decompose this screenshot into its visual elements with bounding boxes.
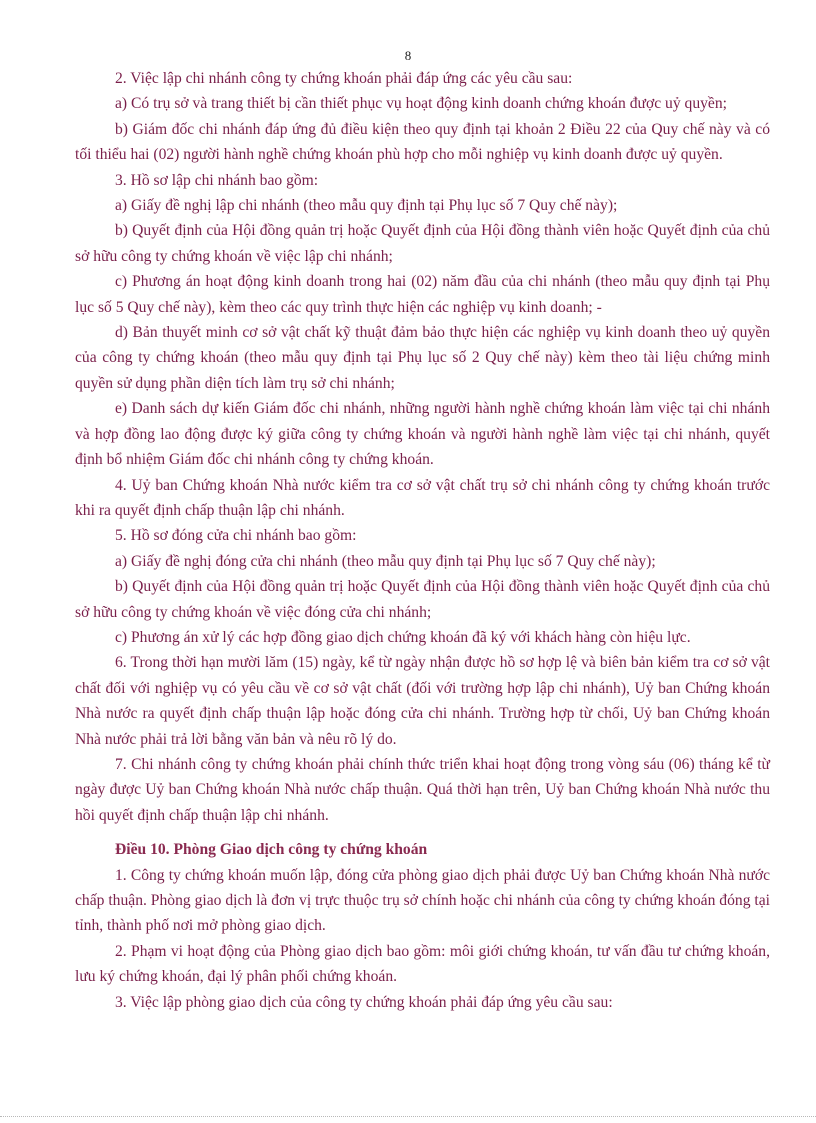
clause-3: 3. Hồ sơ lập chi nhánh bao gồm: xyxy=(115,171,319,189)
clause-6: 6. Trong thời hạn mười lăm (15) ngày, kể từ ngày nhận được hồ sơ hợp lệ và biên bản kiểm tra cơ sở vật chất đối với nghiệp vụ có yêu cầu về cơ sở vật chất (đối với trường hợp lập chi nhánh), Uỷ ban Chứng khoán Nhà nước ra quyết định chấp thuận lập hoặc đóng cửa chi nhánh. Trường hợp từ chối, Uỷ ban Chứng khoán Nhà nước phải trả lời bằng văn bản và nêu rõ lý do. xyxy=(75,654,770,748)
clause-3e: e) Danh sách dự kiến Giám đốc chi nhánh, những người hành nghề chứng khoán làm việc tại chi nhánh và hợp đồng lao động được ký giữa công ty chứng khoán và người hành nghề làm việc tại chi nhánh, quyết định bổ nhiệm Giám đốc chi nhánh công ty chứng khoán. xyxy=(75,400,770,469)
clause-7: 7. Chi nhánh công ty chứng khoán phải chính thức triển khai hoạt động trong vòng sáu (06) tháng kể từ ngày được Uỷ ban Chứng khoán Nhà nước chấp thuận. Quá thời hạn trên, Uỷ ban Chứng khoán Nhà nước thu hồi quyết định chấp thuận lập chi nhánh. xyxy=(75,755,770,824)
article-clause-2: 2. Phạm vi hoạt động của Phòng giao dịch bao gồm: môi giới chứng khoán, tư vấn đầu tư chứng khoán, lưu ký chứng khoán, đại lý phân phối chứng khoán. xyxy=(75,942,770,986)
article-heading: Điều 10. Phòng Giao dịch công ty chứng khoán xyxy=(115,841,428,859)
clause-5c: c) Phương án xử lý các hợp đồng giao dịch chứng khoán đã ký với khách hàng còn hiệu lực. xyxy=(115,628,691,646)
clause-3b: b) Quyết định của Hội đồng quản trị hoặc Quyết định của Hội đồng thành viên hoặc Quyết định của chủ sở hữu công ty chứng khoán về việc lập chi nhánh; xyxy=(75,222,770,265)
page-bottom-divider xyxy=(0,1116,816,1117)
document-body xyxy=(75,66,770,1015)
clause-5: 5. Hồ sơ đóng cửa chi nhánh bao gồm: xyxy=(115,527,357,545)
article-clause-3: 3. Việc lập phòng giao dịch của công ty chứng khoán phải đáp ứng yêu cầu sau: xyxy=(115,993,613,1011)
clause-5b: b) Quyết định của Hội đồng quản trị hoặc Quyết định của Hội đồng thành viên hoặc Quyết định của chủ sở hữu công ty chứng khoán về việc đóng cửa chi nhánh; xyxy=(75,578,770,621)
clause-5a: a) Giấy đề nghị đóng cửa chi nhánh (theo mẫu quy định tại Phụ lục số 7 Quy chế này); xyxy=(115,552,656,570)
clause-3a: a) Giấy đề nghị lập chi nhánh (theo mẫu quy định tại Phụ lục số 7 Quy chế này); xyxy=(115,197,618,215)
clause-4: 4. Uỷ ban Chứng khoán Nhà nước kiểm tra cơ sở vật chất trụ sở chi nhánh công ty chứng khoán trước khi ra quyết định chấp thuận lập chi nhánh. xyxy=(75,476,770,519)
page-number: 8 xyxy=(404,48,412,63)
clause-3c: c) Phương án hoạt động kinh doanh trong hai (02) năm đầu của chi nhánh (theo mẫu quy định tại Phụ lục số 5 Quy chế này), kèm theo các quy trình thực hiện các nghiệp vụ kinh doanh; - xyxy=(75,273,770,316)
clause-2a: a) Có trụ sở và trang thiết bị cần thiết phục vụ hoạt động kinh doanh chứng khoán được uỷ quyền; xyxy=(115,95,727,113)
clause-2: 2. Việc lập chi nhánh công ty chứng khoán phải đáp ứng các yêu cầu sau: xyxy=(115,70,573,87)
clause-3d: d) Bản thuyết minh cơ sở vật chất kỹ thuật đảm bảo thực hiện các nghiệp vụ kinh doanh theo uỷ quyền của công ty chứng khoán (theo mẫu quy định tại Phụ lục số 2 Quy chế này) kèm theo tài liệu chứng minh quyền sử dụng phần diện tích làm trụ sở chi nhánh; xyxy=(75,324,770,392)
clause-2b: b) Giám đốc chi nhánh đáp ứng đủ điều kiện theo quy định tại khoản 2 Điều 22 của Quy chế này và có tối thiểu hai (02) người hành nghề chứng khoán phù hợp cho mỗi nghiệp vụ kinh doanh được uỷ quyền. xyxy=(75,120,770,164)
article-clause-1: 1. Công ty chứng khoán muốn lập, đóng cửa phòng giao dịch phải được Uỷ ban Chứng khoán Nhà nước chấp thuận. Phòng giao dịch là đơn vị trực thuộc trụ sở chính hoặc chi nhánh của công ty chứng khoán đóng tại tỉnh, thành phố nơi mở phòng giao dịch. xyxy=(75,866,770,935)
